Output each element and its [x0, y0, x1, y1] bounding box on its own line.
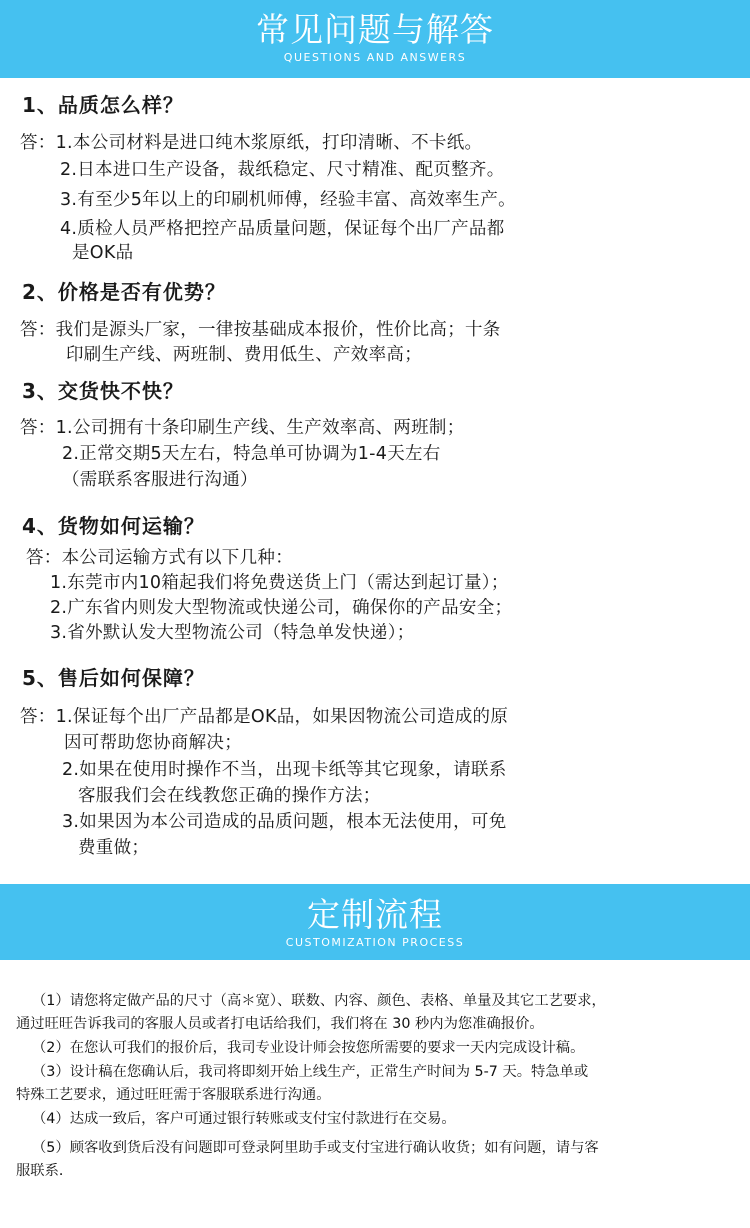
faq-answer-line: 答：本公司运输方式有以下几种：: [26, 548, 293, 568]
faq-question-2: 2、价格是否有优势？: [22, 280, 226, 304]
process-line: （5）顾客收到货后没有问题即可登录阿里助手或支付宝进行确认收货；如有问题，请与客: [32, 1140, 599, 1156]
process-header-banner: [0, 884, 750, 960]
faq-answer-line: 2.日本进口生产设备，裁纸稳定、尺寸精准、配页整齐。: [60, 160, 505, 180]
faq-answer-line: （需联系客服进行沟通）: [62, 470, 258, 490]
faq-answer-line: 2.正常交期5天左右，特急单可协调为1-4天左右: [62, 444, 441, 464]
faq-answer-line: 是OK品: [72, 243, 134, 263]
faq-answer-line: 3.有至少5年以上的印刷机师傅，经验丰富、高效率生产。: [60, 190, 516, 210]
process-line: 通过旺旺告诉我司的客服人员或者打电话给我们，我们将在 30 秒内为您准确报价。: [16, 1016, 544, 1032]
faq-answer-line: 3.如果因为本公司造成的品质问题，根本无法使用，可免: [62, 812, 507, 832]
faq-answer-line: 1.东莞市内10箱起我们将免费送货上门（需达到起订量）；: [50, 573, 509, 593]
faq-answer-line: 答：1.公司拥有十条印刷生产线、生产效率高、两班制；: [20, 418, 465, 438]
faq-question-4: 4、货物如何运输？: [22, 514, 205, 538]
faq-answer-line: 印刷生产线、两班制、费用低生、产效率高；: [66, 345, 422, 365]
faq-question-5: 5、售后如何保障？: [22, 666, 205, 690]
process-subtitle: CUSTOMIZATION PROCESS: [285, 936, 465, 949]
faq-answer-line: 费重做；: [78, 838, 150, 858]
process-line: 特殊工艺要求，通过旺旺需于客服联系进行沟通。: [16, 1087, 331, 1103]
faq-subtitle: QUESTIONS AND ANSWERS: [283, 51, 467, 64]
faq-answer-line: 答：我们是源头厂家，一律按基础成本报价，性价比高；十条: [20, 320, 501, 340]
process-line: （4）达成一致后，客户可通过银行转账或支付宝付款进行在交易。: [32, 1111, 456, 1127]
process-title: 定制流程: [307, 895, 443, 934]
faq-header-banner: [0, 0, 750, 78]
faq-answer-line: 3.省外默认发大型物流公司（特急单发快递）；: [50, 623, 415, 643]
process-line: （3）设计稿在您确认后，我司将即刻开始上线生产，正常生产时间为 5-7 天。特急单或: [32, 1064, 589, 1080]
faq-answer-line: 2.广东省内则发大型物流或快递公司，确保你的产品安全；: [50, 598, 513, 618]
faq-answer-line: 答：1.本公司材料是进口纯木浆原纸，打印清晰、不卡纸。: [20, 133, 483, 153]
faq-answer-line: 4.质检人员严格把控产品质量问题，保证每个出厂产品都: [60, 219, 505, 239]
process-line: （2）在您认可我们的报价后，我司专业设计师会按您所需要的要求一天内完成设计稿。: [32, 1040, 585, 1056]
faq-answer-line: 答：1.保证每个出厂产品都是OK品，如果因物流公司造成的原: [20, 707, 509, 727]
process-line: （1）请您将定做产品的尺寸（高＊宽）、联数、内容、颜色、表格、单量及其它工艺要求，: [32, 993, 606, 1009]
faq-answer-line: 因可帮助您协商解决；: [64, 733, 242, 753]
faq-answer-line: 客服我们会在线教您正确的操作方法；: [78, 786, 381, 806]
faq-question-1: 1、品质怎么样？: [22, 93, 184, 117]
process-line: 服联系．: [16, 1163, 74, 1179]
faq-answer-line: 2.如果在使用时操作不当，出现卡纸等其它现象，请联系: [62, 760, 507, 780]
faq-title: 常见问题与解答: [256, 10, 494, 49]
faq-question-3: 3、交货快不快？: [22, 379, 184, 403]
